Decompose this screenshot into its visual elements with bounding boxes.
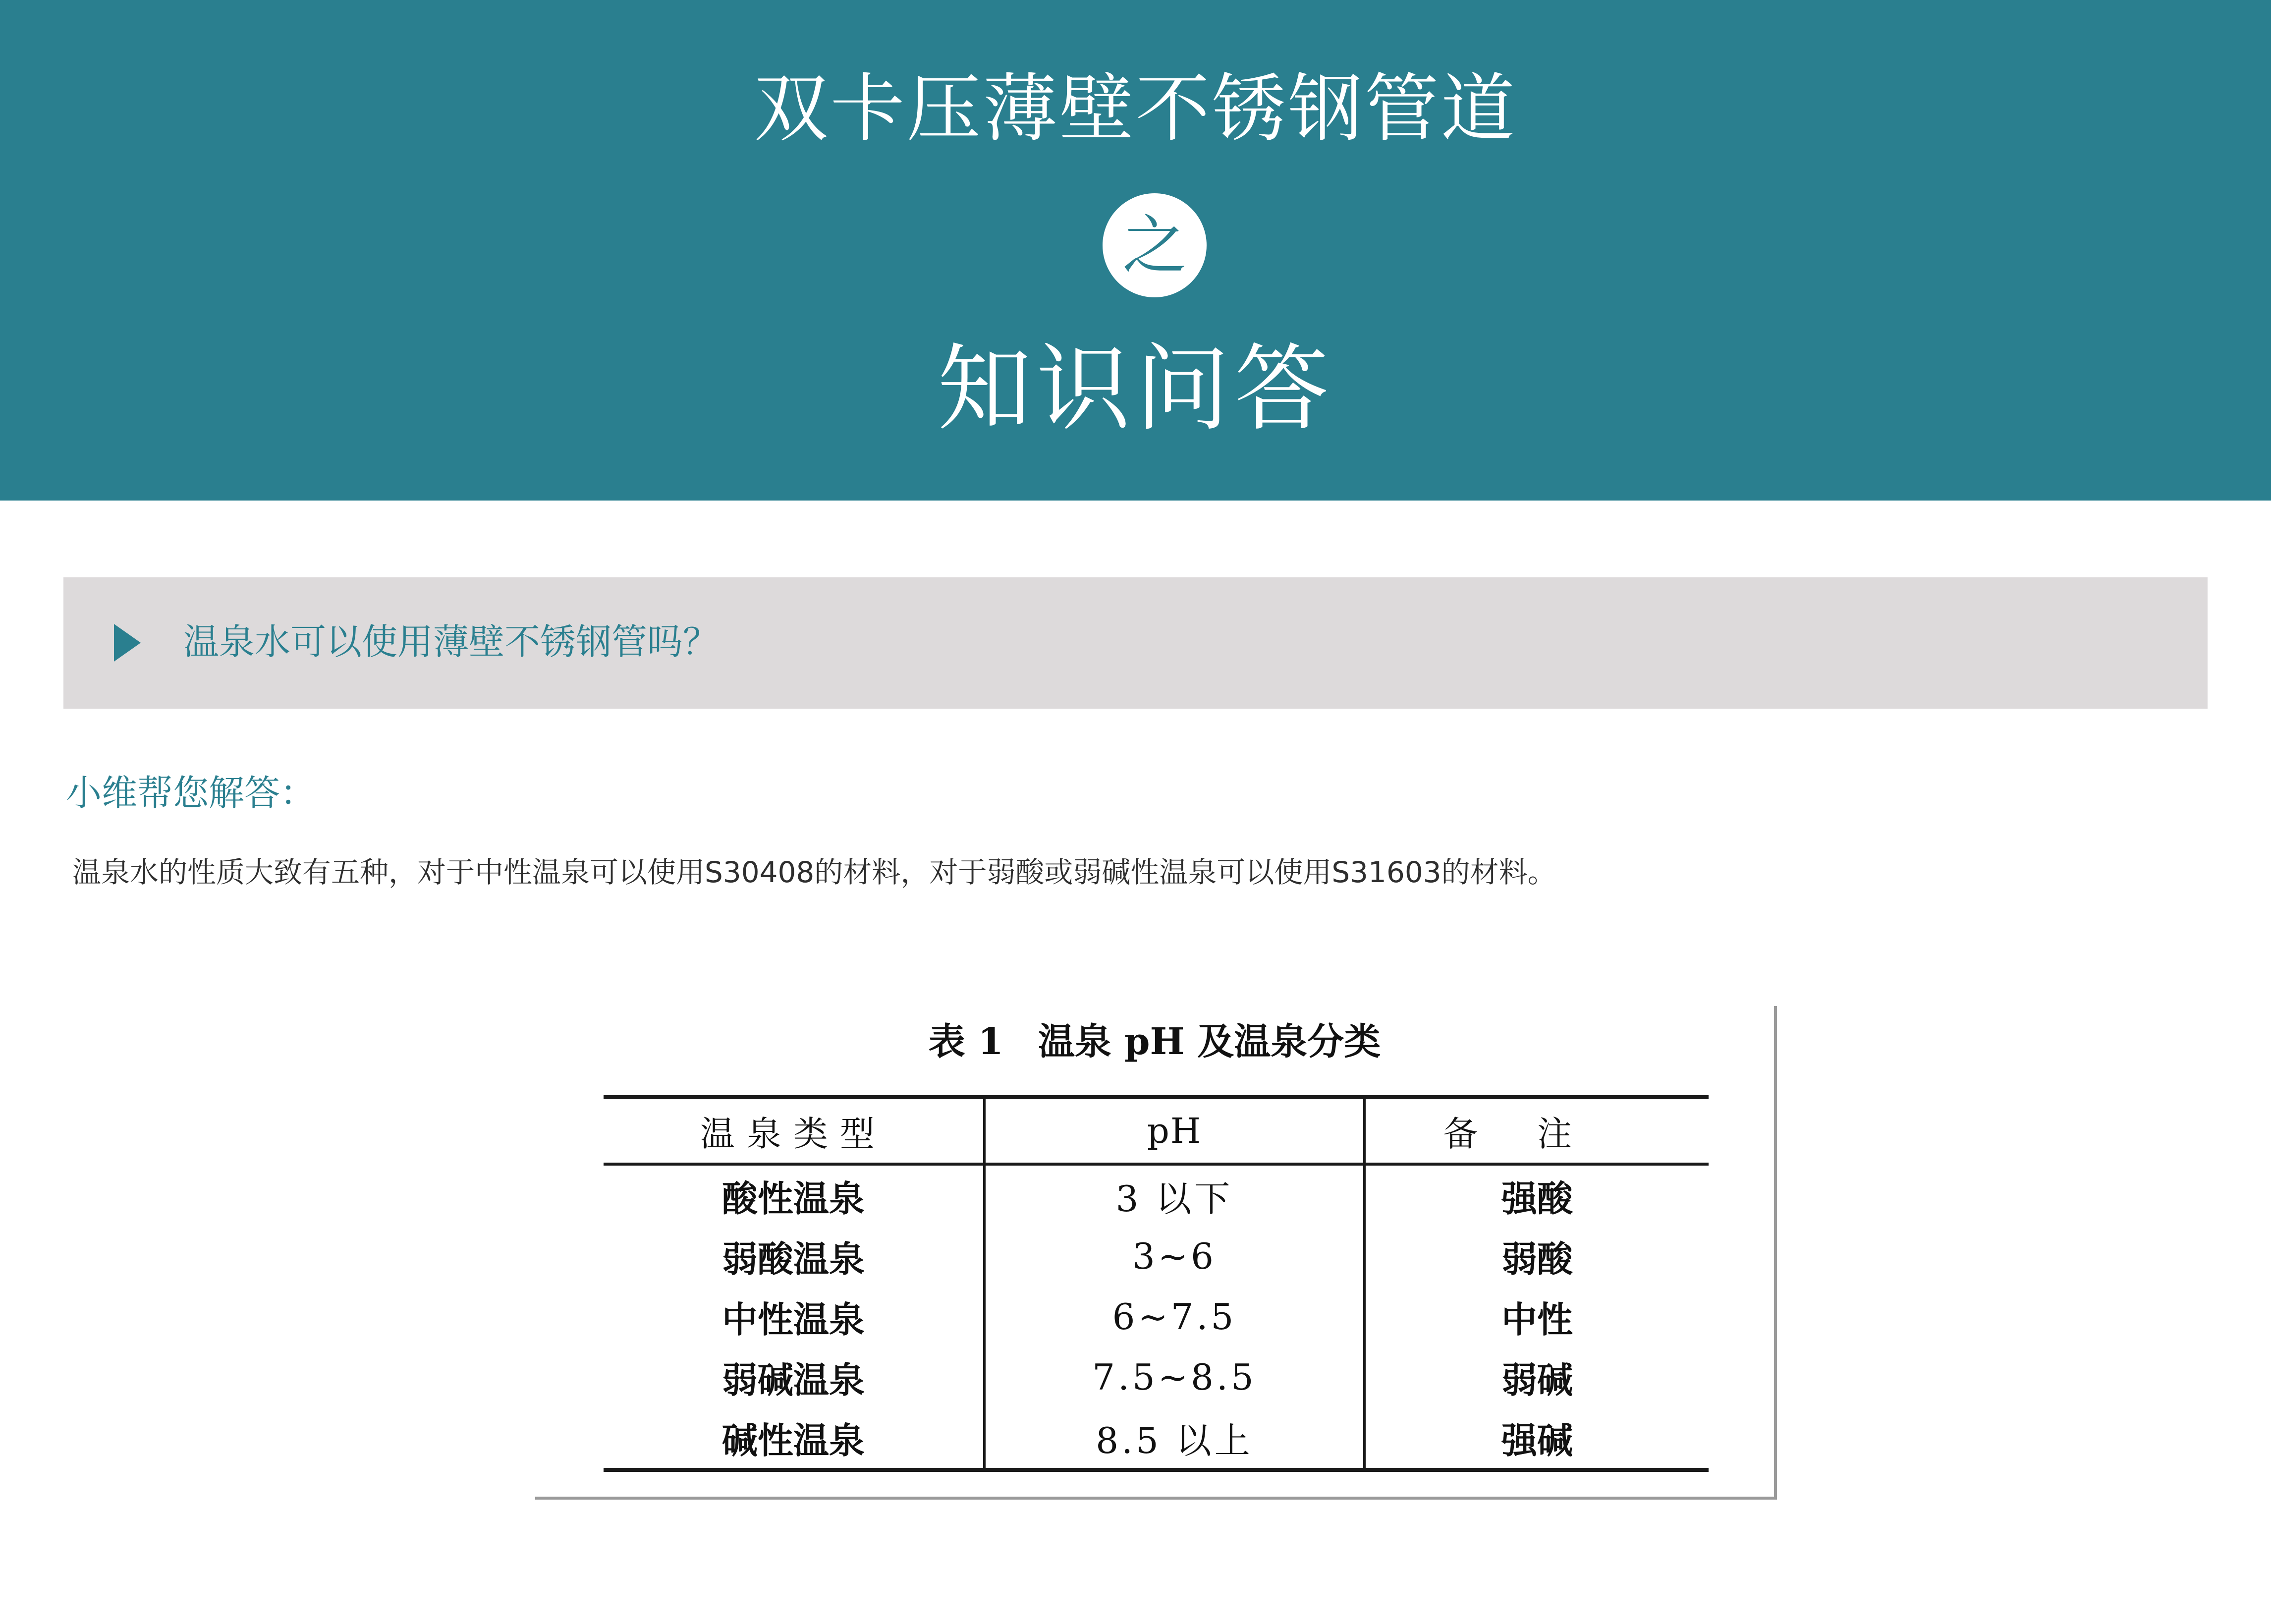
answer-heading: 小维帮您解答： xyxy=(66,772,316,814)
cell-spring-type: 酸性温泉 xyxy=(604,1164,984,1226)
table-caption-number: 表 1 xyxy=(928,1020,1004,1063)
cell-ph: 8.5 以上 xyxy=(984,1407,1364,1470)
table-row xyxy=(604,1226,1709,1287)
ph-classification-figure xyxy=(535,1006,1777,1500)
header-spring-type: 温泉类型 xyxy=(604,1097,984,1164)
answer-body: 温泉水的性质大致有五种，对于中性温泉可以使用S30408的材料，对于弱酸或弱碱性温泉可以使用S31603的材料。 xyxy=(72,855,1556,889)
cell-spring-type: 中性温泉 xyxy=(604,1287,984,1347)
header-note: 备注 xyxy=(1365,1097,1709,1164)
cell-ph: 6~7.5 xyxy=(984,1287,1364,1347)
play-triangle-icon xyxy=(114,624,141,662)
cell-note: 弱酸 xyxy=(1501,1238,1573,1280)
page-title: 双卡压薄壁不锈钢管道 xyxy=(754,66,1517,152)
cell-note: 弱碱 xyxy=(1501,1359,1573,1401)
title-connector-badge: 之 xyxy=(1103,193,1207,297)
page-subtitle: 知识问答 xyxy=(937,334,1334,444)
table-row xyxy=(604,1407,1709,1470)
header-banner xyxy=(0,0,2271,501)
ph-classification-table xyxy=(604,1095,1709,1472)
cell-ph: 7.5~8.5 xyxy=(984,1347,1364,1407)
table-header-row xyxy=(604,1097,1709,1164)
table-row xyxy=(604,1347,1709,1407)
cell-ph: 3~6 xyxy=(984,1226,1364,1287)
cell-spring-type: 弱酸温泉 xyxy=(604,1226,984,1287)
cell-note: 强酸 xyxy=(1501,1177,1573,1220)
cell-note: 强碱 xyxy=(1365,1407,1709,1470)
cell-ph: 3 以下 xyxy=(984,1164,1364,1226)
table-caption xyxy=(535,1017,1774,1066)
table-caption-title: 温泉 pH 及温泉分类 xyxy=(1038,1020,1381,1063)
table-row xyxy=(604,1287,1709,1347)
cell-spring-type: 弱碱温泉 xyxy=(604,1347,984,1407)
cell-note: 中性 xyxy=(1501,1298,1573,1341)
table-row xyxy=(604,1164,1709,1226)
question-text: 温泉水可以使用薄壁不锈钢管吗？ xyxy=(183,621,719,663)
cell-spring-type: 碱性温泉 xyxy=(604,1407,984,1470)
header-ph: pH xyxy=(984,1097,1364,1164)
